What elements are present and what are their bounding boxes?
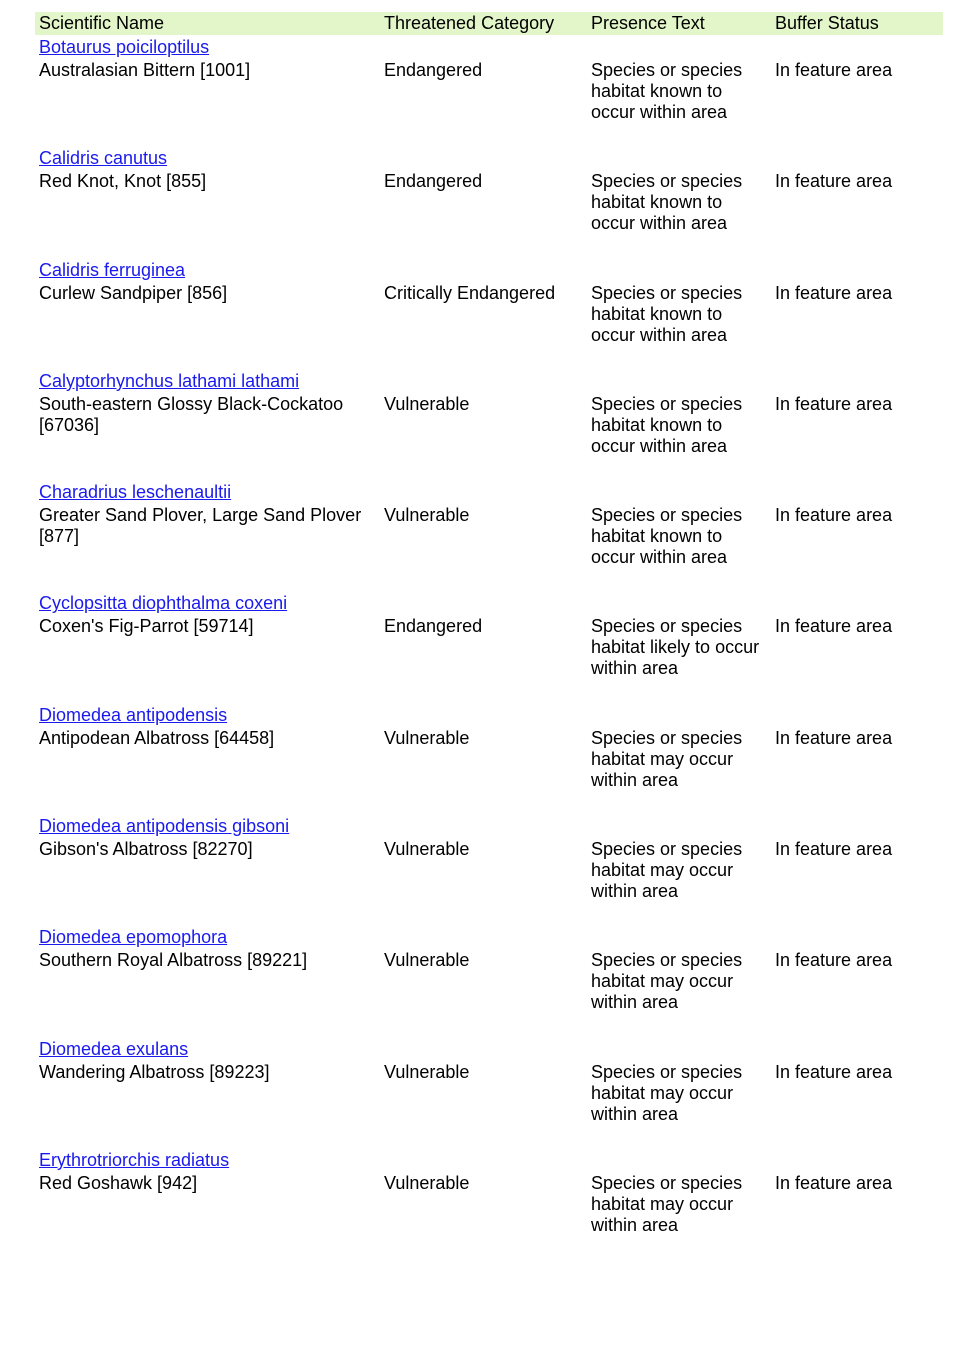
species-detail-row xyxy=(35,394,943,457)
common-name: Australasian Bittern [1001] xyxy=(39,60,251,80)
presence-text xyxy=(587,616,771,679)
species-detail-row xyxy=(35,1173,943,1236)
buffer-status: In feature area xyxy=(775,171,893,192)
presence-text-value: Species or species habitat likely to occur within area xyxy=(591,616,760,679)
buffer-status: In feature area xyxy=(775,616,893,637)
presence-text-value: Species or species habitat known to occur within area xyxy=(591,171,743,234)
presence-text-value: Species or species habitat may occur within area xyxy=(591,727,743,790)
buffer-status: In feature area xyxy=(775,505,893,526)
species-entry xyxy=(35,35,943,146)
presence-text xyxy=(587,171,771,234)
header-threatened-category: Threatened Category xyxy=(384,13,555,33)
common-name: Antipodean Albatross [64458] xyxy=(39,727,275,748)
species-entry xyxy=(35,591,943,702)
header-buffer-status: Buffer Status xyxy=(775,13,879,33)
presence-text xyxy=(587,1173,771,1236)
table-header xyxy=(35,12,943,35)
scientific-name-link[interactable]: Charadrius leschenaultii xyxy=(39,482,232,503)
species-detail-row xyxy=(35,728,943,791)
presence-text xyxy=(587,60,771,123)
species-entry xyxy=(35,925,943,1036)
scientific-name-link[interactable]: Calidris canutus xyxy=(39,148,168,169)
presence-text xyxy=(587,950,771,1013)
threatened-category: Vulnerable xyxy=(384,1061,470,1082)
threatened-category: Vulnerable xyxy=(384,505,470,526)
presence-text-value: Species or species habitat known to occur within area xyxy=(591,60,743,122)
species-entry xyxy=(35,480,943,591)
presence-text-value: Species or species habitat known to occur within area xyxy=(591,393,743,456)
species-entry xyxy=(35,814,943,925)
threatened-category: Critically Endangered xyxy=(384,282,556,303)
buffer-status: In feature area xyxy=(775,727,893,748)
scientific-name-link[interactable]: Diomedea antipodensis xyxy=(39,704,228,725)
species-table xyxy=(35,12,943,1259)
scientific-name-link[interactable]: Botaurus poiciloptilus xyxy=(39,37,210,57)
buffer-status: In feature area xyxy=(775,60,893,80)
species-entry xyxy=(35,1037,943,1148)
threatened-category: Vulnerable xyxy=(384,393,470,414)
common-name: Greater Sand Plover, Large Sand Plover [877] xyxy=(39,505,362,547)
buffer-status: In feature area xyxy=(775,950,893,971)
presence-text xyxy=(587,283,771,346)
species-detail-row xyxy=(35,616,943,679)
species-detail-row xyxy=(35,505,943,568)
threatened-category: Endangered xyxy=(384,171,483,192)
species-entry xyxy=(35,369,943,480)
common-name: Coxen's Fig-Parrot [59714] xyxy=(39,616,254,637)
buffer-status: In feature area xyxy=(775,839,893,860)
header-presence-text: Presence Text xyxy=(591,13,705,33)
species-entry xyxy=(35,146,943,257)
presence-text xyxy=(587,505,771,568)
buffer-status: In feature area xyxy=(775,1172,893,1193)
scientific-name-link[interactable]: Diomedea epomophora xyxy=(39,927,228,948)
common-name: Southern Royal Albatross [89221] xyxy=(39,950,308,971)
common-name: Wandering Albatross [89223] xyxy=(39,1061,270,1082)
threatened-category: Endangered xyxy=(384,60,483,80)
common-name: Gibson's Albatross [82270] xyxy=(39,839,253,860)
common-name: Red Knot, Knot [855] xyxy=(39,171,207,192)
common-name: Red Goshawk [942] xyxy=(39,1172,198,1193)
scientific-name-link[interactable]: Diomedea exulans xyxy=(39,1038,189,1059)
scientific-name-link[interactable]: Calidris ferruginea xyxy=(39,259,186,280)
species-detail-row xyxy=(35,839,943,902)
buffer-status: In feature area xyxy=(775,1061,893,1082)
buffer-status: In feature area xyxy=(775,393,893,414)
species-entry xyxy=(35,703,943,814)
species-entry xyxy=(35,1148,943,1259)
threatened-category: Vulnerable xyxy=(384,839,470,860)
header-scientific-name: Scientific Name xyxy=(39,13,165,33)
threatened-category: Vulnerable xyxy=(384,727,470,748)
presence-text-value: Species or species habitat known to occur within area xyxy=(591,282,743,345)
species-entry xyxy=(35,258,943,369)
threatened-category: Endangered xyxy=(384,616,483,637)
presence-text xyxy=(587,728,771,791)
species-detail-row xyxy=(35,1062,943,1125)
presence-text-value: Species or species habitat may occur within area xyxy=(591,1172,743,1235)
presence-text-value: Species or species habitat known to occur within area xyxy=(591,505,743,568)
threatened-category: Vulnerable xyxy=(384,1172,470,1193)
species-detail-row xyxy=(35,60,943,123)
common-name: Curlew Sandpiper [856] xyxy=(39,282,228,303)
presence-text xyxy=(587,1062,771,1125)
common-name: South-eastern Glossy Black-Cockatoo [67036] xyxy=(39,393,344,435)
species-detail-row xyxy=(35,283,943,346)
scientific-name-link[interactable]: Cyclopsitta diophthalma coxeni xyxy=(39,593,288,614)
species-detail-row xyxy=(35,950,943,1013)
presence-text xyxy=(587,394,771,457)
threatened-category: Vulnerable xyxy=(384,950,470,971)
presence-text-value: Species or species habitat may occur within area xyxy=(591,950,743,1013)
presence-text-value: Species or species habitat may occur within area xyxy=(591,839,743,902)
presence-text-value: Species or species habitat may occur within area xyxy=(591,1061,743,1124)
buffer-status: In feature area xyxy=(775,282,893,303)
presence-text xyxy=(587,839,771,902)
species-detail-row xyxy=(35,171,943,234)
scientific-name-link[interactable]: Calyptorhynchus lathami lathami xyxy=(39,370,300,391)
scientific-name-link[interactable]: Erythrotriorchis radiatus xyxy=(39,1149,230,1170)
scientific-name-link[interactable]: Diomedea antipodensis gibsoni xyxy=(39,816,290,837)
